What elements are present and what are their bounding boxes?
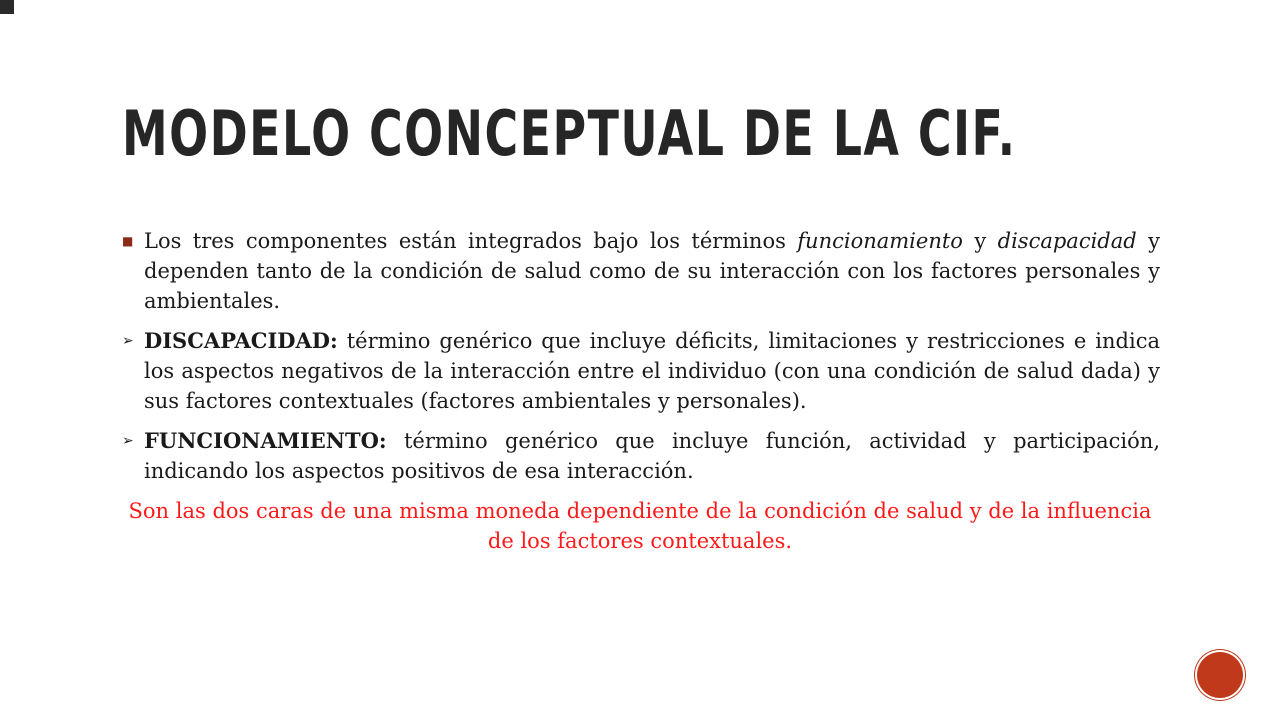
arrow-bullet-icon: ➢	[122, 433, 134, 449]
page-number-badge	[1197, 652, 1243, 698]
paragraph-discapacidad	[120, 326, 1160, 416]
para1-text-1: Los tres componentes están integrados bajo los términos	[144, 229, 798, 253]
paragraph-funcionamiento	[120, 426, 1160, 486]
conclusion-text: Son las dos caras de una misma moneda dependiente de la condición de salud y de la influencia de los factores contextuales.	[128, 499, 1152, 553]
para1-text-3: y	[962, 229, 998, 253]
definition-term-discapacidad: DISCAPACIDAD:	[144, 328, 338, 353]
para1-text-5: y dependen tanto de la condición de salud como de su interacción con los factores personales y ambientales.	[144, 229, 1160, 313]
definition-text-discapacidad: término genérico que incluye déficits, limitaciones y restricciones e indica los aspectos negativos de la interacción entre el individuo (con una condición de salud dada) y sus factores contextuales (factores ambientales y personales).	[144, 329, 1160, 413]
term-funcionamiento: funcionamiento	[797, 229, 963, 253]
definition-text-funcionamiento: término genérico que incluye función, actividad y participación, indicando los aspectos positivos de esa interacción.	[144, 429, 1160, 483]
arrow-bullet-icon: ➢	[122, 333, 134, 349]
paragraph-components	[120, 226, 1160, 316]
square-bullet-icon: ■	[122, 234, 134, 248]
definition-term-funcionamiento: FUNCIONAMIENTO:	[144, 428, 387, 453]
slide-title: MODELO CONCEPTUAL DE LA CIF.	[122, 97, 1017, 170]
slide-content	[120, 226, 1160, 556]
corner-accent	[0, 0, 14, 14]
term-discapacidad: discapacidad	[997, 229, 1137, 253]
